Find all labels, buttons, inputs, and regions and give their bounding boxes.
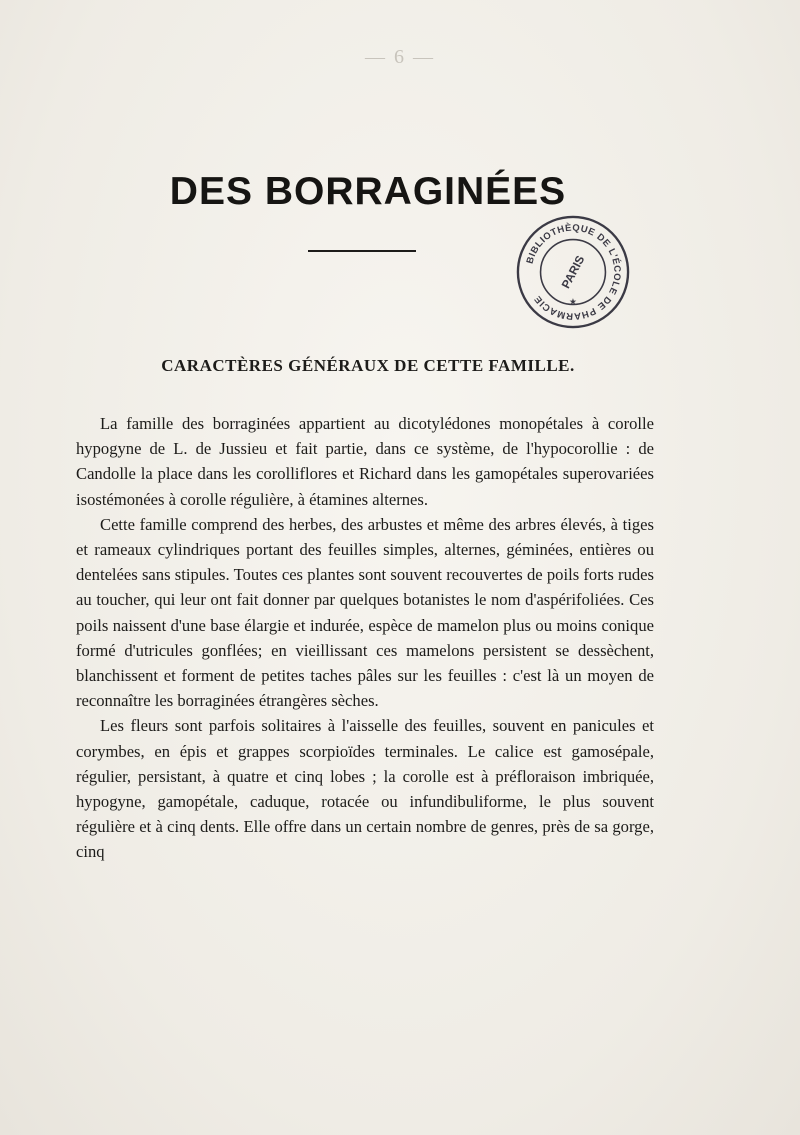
section-heading: CARACTÈRES GÉNÉRAUX DE CETTE FAMILLE. xyxy=(161,356,575,375)
paragraph-1: La famille des borraginées appartient au dicotylédones monopétales à corolle hypogyne de L. de Jussieu et fait partie, dans ce système, de l'hypocorollie : de Candolle la place dans les corolliflores et Richard dans les gamopétales superovariées isostémonées à corolle régulière, à étamines alternes. xyxy=(76,414,654,509)
title-divider xyxy=(308,250,416,252)
page-number: — 6 — xyxy=(365,46,435,68)
stamp-center-text: PARIS xyxy=(558,253,588,291)
paragraph-3: Les fleurs sont parfois solitaires à l'aisselle des feuilles, souvent en panicules et corymbes, en épis et grappes scorpioïdes terminales. Le calice est gamosépale, régulier, persistant, à quatre et cinq lobes ; la corolle est à préfloraison imbriquée, hypogyne, gamopétale, caduque, rotacée ou infundibuliforme, le plus souvent régulière et à cinq dents. Elle offre dans un certain nombre de genres, près de sa gorge, cinq xyxy=(76,716,654,862)
stamp-star-icon: ★ xyxy=(569,297,577,308)
page-title: DES BORRAGINÉES xyxy=(169,170,567,213)
stamp-ring-text: BIBLIOTHÈQUE DE L'ÉCOLE DE PHARMACIE xyxy=(524,222,623,322)
library-stamp xyxy=(514,213,632,331)
body-text xyxy=(76,411,654,865)
paragraph-2: Cette famille comprend des herbes, des arbustes et même des arbres élevés, à tiges et rameaux cylindriques portant des feuilles simples, alternes, géminées, entières ou dentelées sans stipules. Toutes ces plantes sont souvent recouvertes de poils forts rudes au toucher, qui leur ont fait donner par quelques botanistes le nom d'aspérifoliées. Ces poils naissent d'une base élargie et indurée, espèce de mamelon plus ou moins conique formé d'utricules gonflées; en vieillissant ces mamelons persistent se dessèchent, blanchissent et forment de petites taches pâles sur les feuilles : c'est là un moyen de reconnaître les borraginées étrangères sèches. xyxy=(76,514,654,711)
